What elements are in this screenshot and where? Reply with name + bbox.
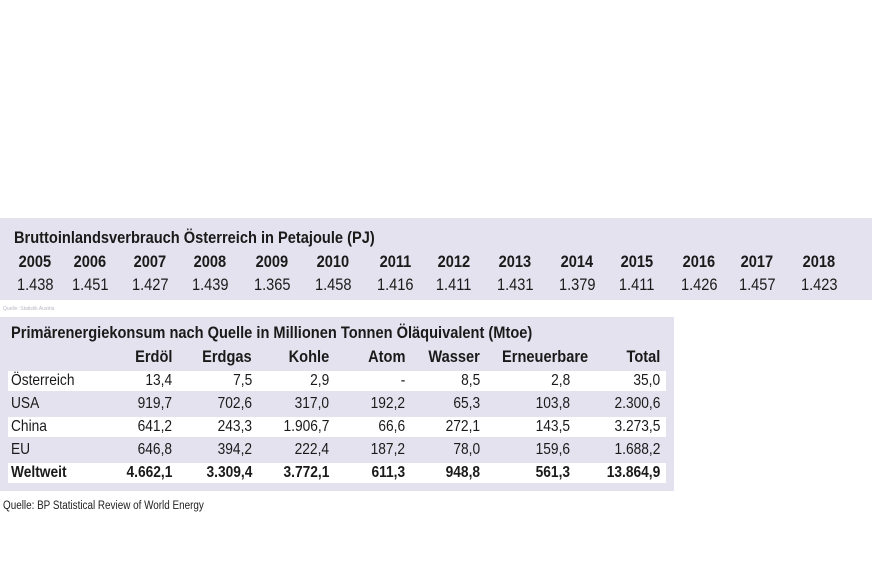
table-cell: 65,3	[453, 395, 480, 412]
row-label: USA	[11, 395, 40, 412]
table2-title: Primärenergiekonsum nach Quelle in Millionen Tonnen Öläquivalent (Mtoe)	[11, 323, 533, 342]
column-header: Erneuerbare	[501, 347, 588, 366]
year-header: 2010	[316, 252, 350, 271]
year-value: 1.457	[738, 275, 776, 294]
table-row	[8, 394, 666, 414]
year-value: 1.426	[680, 275, 718, 294]
table-cell: 394,2	[217, 441, 252, 458]
year-header: 2018	[802, 252, 836, 271]
table-cell: 159,6	[535, 441, 570, 458]
year-value: 1.365	[253, 275, 291, 294]
column-header: Erdgas	[202, 347, 252, 366]
table-cell: 222,4	[294, 441, 329, 458]
table-cell: 1.688,2	[614, 441, 660, 458]
row-label: Weltweit	[11, 464, 67, 481]
year-header: 2017	[740, 252, 774, 271]
table-cell: 243,3	[217, 418, 252, 435]
table-cell: 317,0	[294, 395, 329, 412]
table-cell: 103,8	[535, 395, 570, 412]
table-cell: 3.309,4	[206, 464, 252, 481]
column-header: Wasser	[428, 347, 480, 366]
table-cell: 143,5	[535, 418, 570, 435]
table-cell: 1.906,7	[283, 418, 329, 435]
table-cell: 13.864,9	[606, 464, 660, 481]
year-value: 1.431	[496, 275, 534, 294]
table-cell: 3.273,5	[614, 418, 660, 435]
year-value: 1.427	[131, 275, 169, 294]
year-header: 2015	[620, 252, 654, 271]
table-primary-energy	[0, 317, 674, 491]
year-value: 1.416	[376, 275, 414, 294]
column-header: Total	[626, 347, 660, 366]
table-cell: 646,8	[137, 441, 172, 458]
year-value: 1.458	[314, 275, 352, 294]
year-value: 1.439	[191, 275, 229, 294]
table-cell: 919,7	[137, 395, 172, 412]
table-cell: 561,3	[535, 464, 570, 481]
year-value: 1.451	[71, 275, 109, 294]
table-cell: 187,2	[370, 441, 405, 458]
table-cell: 35,0	[633, 372, 660, 389]
year-header: 2016	[682, 252, 716, 271]
year-header: 2006	[73, 252, 107, 271]
table-cell: 8,5	[460, 372, 480, 389]
year-value: 1.411	[436, 275, 472, 294]
table-cell: 66,6	[378, 418, 405, 435]
table-cell: 13,4	[145, 372, 172, 389]
year-header: 2012	[437, 252, 471, 271]
table1-source-faint: Quelle: Statistik Austria	[3, 306, 55, 312]
year-header: 2013	[498, 252, 532, 271]
table-cell: 272,1	[445, 418, 480, 435]
table-row	[8, 417, 666, 437]
row-label: EU	[11, 441, 31, 458]
source-note: Quelle: BP Statistical Review of World Energy	[3, 500, 204, 512]
year-header: 2008	[193, 252, 227, 271]
table-cell: 948,8	[445, 464, 480, 481]
table-cell: 3.772,1	[283, 464, 329, 481]
year-value: 1.411	[619, 275, 655, 294]
column-header: Kohle	[288, 347, 329, 366]
table-cell: 2.300,6	[614, 395, 660, 412]
table-cell: 4.662,1	[126, 464, 172, 481]
table-annual-consumption	[0, 218, 872, 300]
table1-title: Bruttoinlandsverbrauch Österreich in Petajoule (PJ)	[14, 228, 375, 247]
year-header: 2007	[133, 252, 167, 271]
table-cell: 641,2	[137, 418, 172, 435]
table-cell: 192,2	[370, 395, 405, 412]
row-label: China	[11, 418, 47, 435]
table-cell: 702,6	[217, 395, 252, 412]
table-cell: 2,9	[309, 372, 329, 389]
table-cell: 7,5	[232, 372, 252, 389]
table-cell: 611,3	[371, 464, 405, 481]
year-value: 1.379	[558, 275, 596, 294]
table-cell: 2,8	[550, 372, 570, 389]
year-header: 2009	[255, 252, 289, 271]
year-header: 2005	[18, 252, 52, 271]
table-row-total	[8, 463, 666, 483]
year-header: 2014	[560, 252, 594, 271]
year-value: 1.438	[16, 275, 54, 294]
table-row	[8, 440, 666, 460]
column-header: Atom	[367, 347, 405, 366]
table-cell: 78,0	[453, 441, 480, 458]
column-header: Erdöl	[134, 347, 172, 366]
year-header: 2011	[379, 252, 411, 271]
year-value: 1.423	[800, 275, 838, 294]
row-label: Österreich	[11, 372, 75, 389]
table-row	[8, 371, 666, 391]
table-cell: -	[400, 372, 405, 389]
